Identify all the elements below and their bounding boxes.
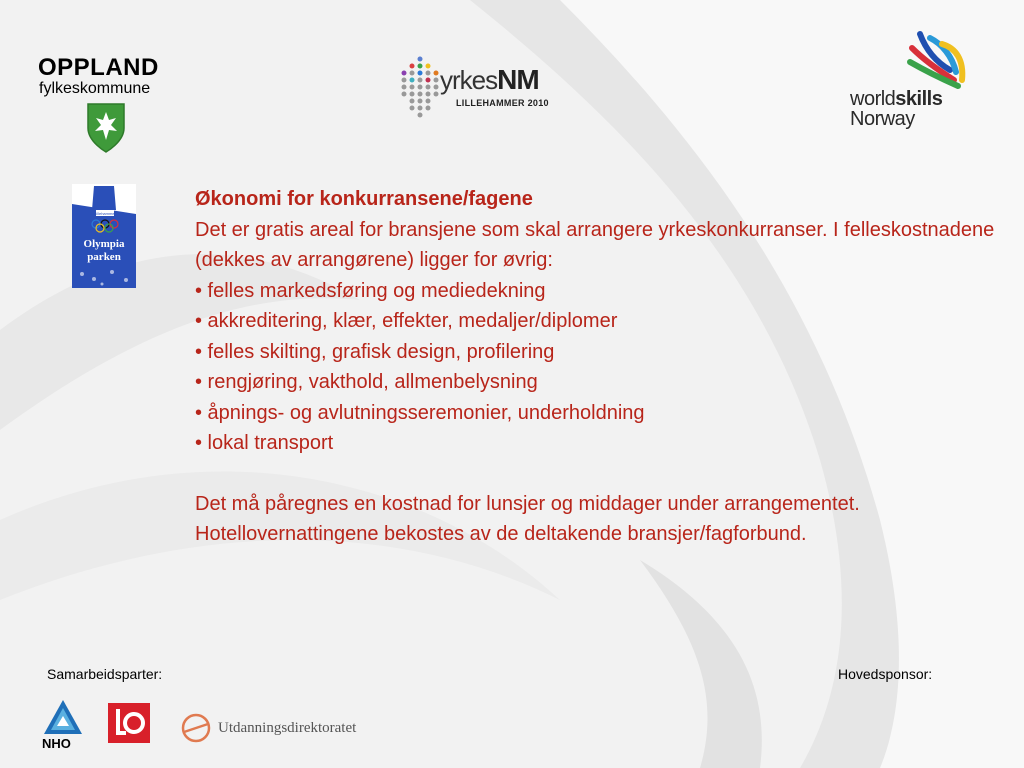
intro-paragraph: Det er gratis areal for bransjene som skal arrangere yrkeskonkurranser. I felleskostnadene (dekkes av arrangørene) ligger for øvrig: bbox=[195, 218, 995, 271]
udir-circle-icon bbox=[180, 712, 212, 744]
spacer bbox=[195, 459, 995, 489]
partners-label: Samarbeidsparter: bbox=[47, 666, 163, 682]
udir-text: Utdanningsdirektoratet bbox=[218, 720, 357, 736]
olympia-line1: Olympia bbox=[83, 238, 125, 250]
bullet-item: • åpnings- og avlutningsseremonier, underholdning bbox=[195, 401, 645, 424]
nho-text: NHO bbox=[42, 736, 71, 751]
main-content bbox=[195, 184, 995, 550]
yrkesnm-wordmark: yrkesNM bbox=[440, 64, 539, 95]
sponsor-label: Hovedsponsor: bbox=[838, 666, 933, 682]
oppland-subtitle: fylkeskommune bbox=[39, 80, 151, 97]
yrkesnm-subtitle: LILLEHAMMER 2010 bbox=[456, 98, 549, 108]
bullet-item: • akkreditering, klær, effekter, medaljer/diplomer bbox=[195, 310, 618, 332]
worldskills-logo bbox=[850, 30, 970, 135]
oppland-name: OPPLAND bbox=[38, 54, 159, 81]
bullet-item: • felles skilting, grafisk design, profilering bbox=[195, 340, 555, 363]
bullet-item: • rengjøring, vakthold, allmenbelysning bbox=[195, 371, 538, 393]
worldskills-swoosh-icon bbox=[850, 30, 970, 90]
closing-line-1: Det må påregnes en kostnad for lunsjer og middager under arrangementet. bbox=[195, 492, 860, 515]
nho-logo bbox=[40, 698, 86, 754]
nho-mark-icon bbox=[40, 698, 86, 738]
closing-line-2: Hotellovernattingene bekostes av de deltakende bransjer/fagforbund. bbox=[195, 523, 807, 545]
olympia-line2: parken bbox=[87, 251, 121, 263]
worldskills-country: Norway bbox=[850, 108, 915, 130]
worldskills-wordmark: worldskills bbox=[850, 88, 943, 110]
oppland-logo bbox=[38, 56, 178, 154]
dots-icon bbox=[398, 54, 440, 120]
yrkesnm-logo bbox=[398, 54, 568, 124]
lo-logo bbox=[108, 703, 150, 743]
bullet-item: • felles markedsføring og mediedekning bbox=[195, 279, 546, 302]
udir-logo bbox=[180, 711, 380, 745]
section-heading: Økonomi for konkurransene/fagene bbox=[195, 188, 533, 210]
oppland-shield-icon bbox=[86, 102, 126, 154]
bullet-item: • lokal transport bbox=[195, 432, 334, 454]
svg-text:Lillehammer: Lillehammer bbox=[94, 211, 116, 216]
olympiaparken-logo bbox=[72, 184, 136, 288]
